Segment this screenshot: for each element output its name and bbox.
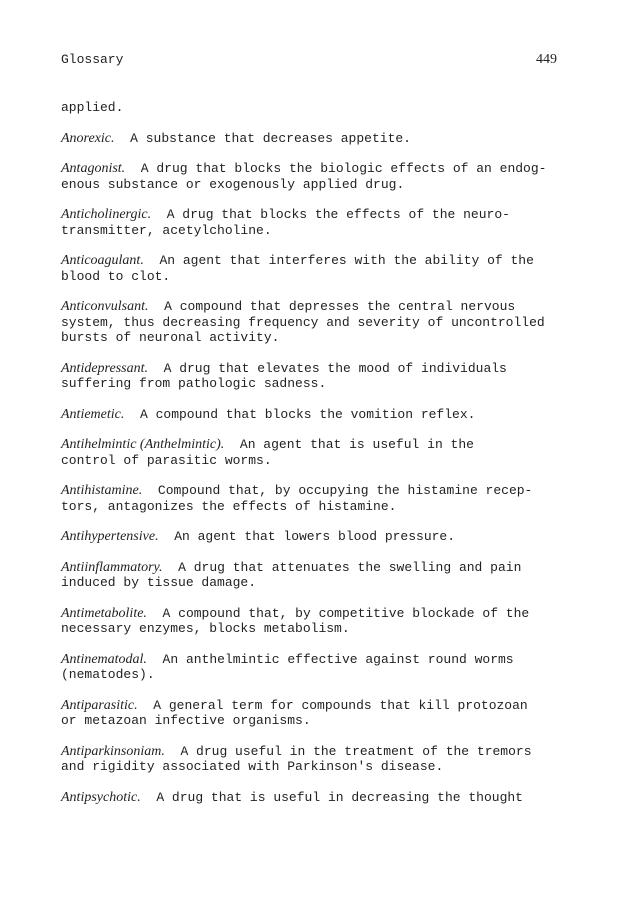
glossary-definition: A drug that blocks the biologic effects of an endog- enous substance or exogenously applied drug. <box>61 161 547 192</box>
glossary-definition: A substance that decreases appetite. <box>130 130 411 146</box>
glossary-entry <box>61 161 561 192</box>
glossary-entry <box>61 606 561 637</box>
glossary-definition: A drug useful in the treatment of the tremors and rigidity associated with Parkinson's disease. <box>61 743 532 774</box>
glossary-term: Antidepressant. <box>61 360 148 376</box>
glossary-definition: A general term for compounds that kill protozoan or metazoan infective organisms. <box>61 697 528 728</box>
glossary-term: Antiemetic. <box>61 406 125 422</box>
page-number: 449 <box>536 52 557 67</box>
glossary-definition: A drug that is useful in decreasing the thought <box>156 789 523 805</box>
running-head: Glossary <box>61 52 124 67</box>
glossary-term: Antinematodal. <box>61 651 147 667</box>
glossary-entry <box>61 744 561 775</box>
glossary-term: Antihistamine. <box>61 483 143 498</box>
glossary-definition: A drug that elevates the mood of individuals suffering from pathologic sadness. <box>61 360 507 391</box>
continuation-text: applied. <box>61 100 124 115</box>
glossary-definition: An agent that interferes with the ability of the blood to clot. <box>61 253 534 284</box>
glossary-term: Antiinflammatory. <box>61 559 163 575</box>
glossary-entry <box>61 207 561 238</box>
glossary-term: Antihypertensive. <box>61 529 159 544</box>
glossary-term: Antiparkinsoniam. <box>61 743 165 759</box>
glossary-entry <box>61 529 561 545</box>
glossary-entry <box>61 299 561 346</box>
glossary-term: Antipsychotic. <box>61 789 141 805</box>
glossary-term: Anorexic. <box>61 130 115 146</box>
glossary-entry <box>61 407 561 423</box>
glossary-definition: A drug that attenuates the swelling and pain induced by tissue damage. <box>61 559 522 590</box>
glossary-definition: A compound that, by competitive blockade of the necessary enzymes, blocks metabolism. <box>61 605 530 636</box>
glossary-term: Antimetabolite. <box>61 605 147 621</box>
glossary-term: Anticholinergic. <box>61 207 152 222</box>
glossary-entry <box>61 483 561 514</box>
glossary-definition: An agent that lowers blood pressure. <box>174 529 456 544</box>
glossary-entry <box>61 652 561 683</box>
glossary-term: Anticoagulant. <box>61 253 144 268</box>
glossary-term: Anticonvulsant. <box>61 299 149 314</box>
glossary-entry <box>61 790 561 806</box>
glossary-definition: A drug that blocks the effects of the neuro- transmitter, acetylcholine. <box>61 207 510 238</box>
glossary-definition: Compound that, by occupying the histamine recep- tors, antagonizes the effects of histamine. <box>61 483 533 514</box>
glossary-entry <box>61 437 561 468</box>
glossary-term: Antagonist. <box>61 161 126 176</box>
glossary-entry <box>61 131 561 147</box>
glossary-definition: An anthelmintic effective against round worms (nematodes). <box>61 651 514 682</box>
glossary-entry <box>61 361 561 392</box>
glossary-definition: A compound that depresses the central nervous system, thus decreasing frequency and severity of uncontrolled bursts of neuronal activity. <box>61 299 545 345</box>
glossary-term: Antiparasitic. <box>61 697 138 713</box>
glossary-definition: A compound that blocks the vomition reflex. <box>139 406 476 422</box>
page-header <box>61 52 557 70</box>
glossary-term: Antihelmintic (Anthelmintic). <box>61 437 225 452</box>
glossary-entry <box>61 698 561 729</box>
glossary-definition: An agent that is useful in the control of parasitic worms. <box>61 437 474 468</box>
glossary-entry <box>61 253 561 284</box>
glossary-entry <box>61 560 561 591</box>
glossary-body <box>61 100 561 820</box>
